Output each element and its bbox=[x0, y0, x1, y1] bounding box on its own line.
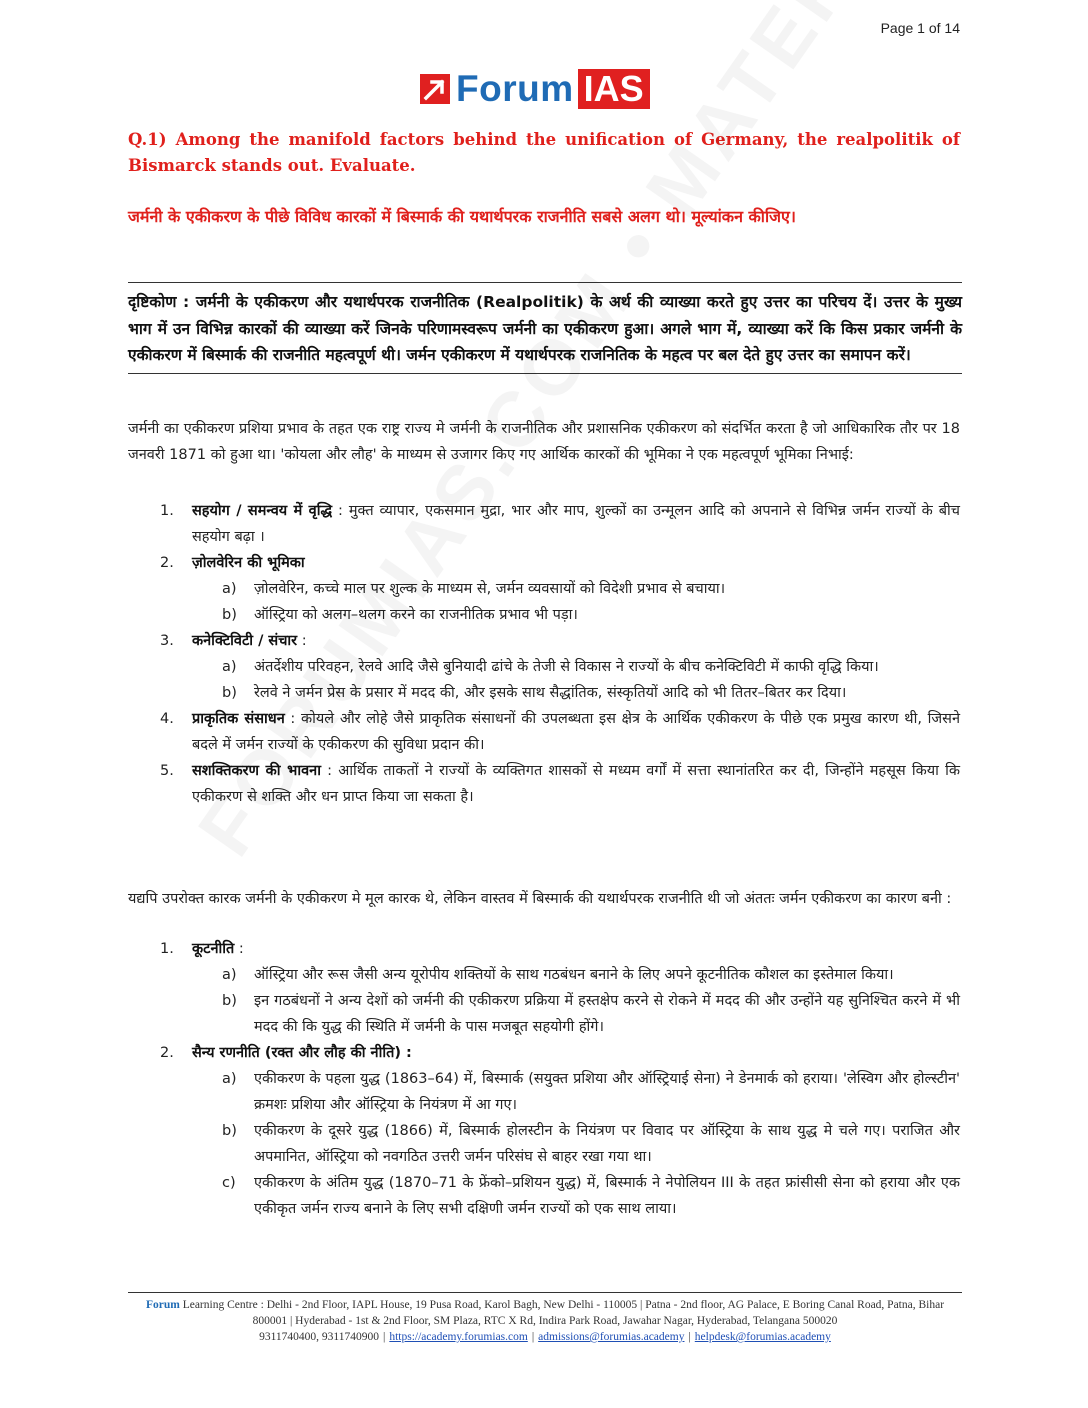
sub-item-label: a) bbox=[222, 659, 237, 675]
item-body: : आर्थिक ताकतों ने राज्यों के व्यक्तिगत शासकों से मध्यम वर्गों में सत्ता स्थानांतरित कर दी, जिन्होंने महसूस किया कि एकीकरण से शक्ति और धन प्राप्त किया जा सकता है। bbox=[192, 763, 960, 805]
sub-item bbox=[160, 1118, 960, 1170]
item-number: 5. bbox=[160, 763, 174, 779]
item-heading: प्राकृतिक संसाधन bbox=[192, 711, 285, 727]
section2-intro: यद्यपि उपरोक्त कारक जर्मनी के एकीकरण मे मूल कारक थे, लेकिन वास्तव में बिस्मार्क की यथार्थपरक राजनीति थी जो अंततः जर्मन एकीकरण का कारण बनी : bbox=[128, 891, 952, 907]
sub-item-text: ऑस्ट्रिया और रूस जैसी अन्य यूरोपीय शक्तियों के साथ गठबंधन बनाने के लिए अपने कूटनीतिक कौशल का इस्तेमाल किया। bbox=[254, 967, 894, 983]
sub-item bbox=[160, 962, 960, 988]
question-hindi: जर्मनी के एकीकरण के पीछे विविध कारकों में बिस्मार्क की यथार्थपरक राजनीति सबसे अलग थो। मूल्यांकन कीजिए। bbox=[128, 207, 796, 226]
sub-item-label: a) bbox=[222, 1071, 237, 1087]
sub-item bbox=[160, 988, 960, 1040]
logo-forum-text: Forum bbox=[456, 68, 574, 109]
item-text bbox=[192, 936, 960, 962]
item-body: : मुक्त व्यापार, एकसमान मुद्रा, भार और माप, शुल्कों का उन्मूलन आदि को अपनाने से विभिन्न जर्मन राज्यों के बीच सहयोग बढ़ा । bbox=[192, 503, 960, 545]
item-number: 1. bbox=[160, 941, 174, 957]
item-number: 4. bbox=[160, 711, 174, 727]
item-number: 1. bbox=[160, 503, 174, 519]
item-number: 2. bbox=[160, 1045, 174, 1061]
sub-item-text: ज़ोलवेरिन, कच्चे माल पर शुल्क के माध्यम से, जर्मन व्यवसायों को विदेशी प्रभाव से बचाया। bbox=[254, 581, 726, 597]
sub-item-text: एकीकरण के पहला युद्ध (1863–64) में, बिस्मार्क (सयुक्त प्रशिया और ऑस्ट्रियाई सेना) ने डेनमार्क को हराया। 'लेस्विग और होल्स्टीन' क्रमशः प्रशिया और ऑस्ट्रिया के नियंत्रण में आ गए। bbox=[254, 1071, 960, 1113]
forumias-logo bbox=[420, 68, 650, 110]
sub-item-label: b) bbox=[222, 993, 237, 1009]
sub-item-label: a) bbox=[222, 581, 237, 597]
item-heading: सैन्य रणनीति (रक्त और लौह की नीति) : bbox=[192, 1045, 412, 1061]
sub-item-text: एकीकरण के अंतिम युद्ध (1870–71 के फ्रेंको–प्रशियन युद्ध) में, बिस्मार्क ने नेपोलियन III के तहत फ्रांसीसी सेना को हराया और एक एकीकृत जर्मन राज्य बनाने के लिए सभी दक्षिणी जर्मन राज्यों को एक साथ लाया। bbox=[254, 1175, 960, 1217]
item-number: 2. bbox=[160, 555, 174, 571]
sub-item-text: एकीकरण के दूसरे युद्ध (1866) में, बिस्मार्क होलस्टीन के नियंत्रण पर विवाद पर ऑस्ट्रिया के साथ युद्ध मे चले गए। पराजित और अपमानित, ऑस्ट्रिया को नवगठित उत्तरी जर्मन परिसंघ से बाहर रखा गया था। bbox=[254, 1123, 960, 1165]
list-item bbox=[160, 628, 960, 654]
footer-address: : Delhi - 2nd Floor, IAPL House, 19 Pusa Road, Karol Bagh, New Delhi - 110005 | Patna - 2nd floor, AG Palace, E Boring Canal Road, Patna, Bihar 800001 | Hyderabad - 1st & 2nd Floor, SM Plaza, RTC X Rd, Indira Park Road, Jawahar Nagar, Hyderabad, Telangana 500020 bbox=[252, 1299, 945, 1327]
logo-ias-text: IAS bbox=[578, 69, 650, 109]
item-text bbox=[192, 1040, 960, 1066]
sub-item-label: b) bbox=[222, 1123, 237, 1139]
sub-item-text: रेलवे ने जर्मन प्रेस के प्रसार में मदद की, और इसके साथ सैद्धांतिक, संस्कृतियों आदि को भी तितर–बितर कर दिया। bbox=[254, 685, 847, 701]
list-item bbox=[160, 1040, 960, 1066]
sub-item-text: इन गठबंधनों ने अन्य देशों को जर्मनी की एकीकरण प्रक्रिया में हस्तक्षेप करने से रोकने में मदद की और उन्होंने यह सुनिश्चित करने में भी मदद की कि युद्ध की स्थिति में जर्मनी के पास मजबूत सहयोगी होंगे। bbox=[254, 993, 960, 1035]
sub-item-text: ऑस्ट्रिया को अलग–थलग करने का राजनीतिक प्रभाव भी पड़ा। bbox=[254, 607, 578, 623]
sub-item-label: b) bbox=[222, 607, 237, 623]
item-text bbox=[192, 498, 960, 550]
question-english: Q.1) Among the manifold factors behind the unification of Germany, the realpolitik of Bismarck stands out. Evaluate. bbox=[128, 130, 960, 175]
item-body: : bbox=[297, 633, 307, 649]
item-number: 3. bbox=[160, 633, 174, 649]
sub-item bbox=[160, 1170, 960, 1222]
list-item bbox=[160, 550, 960, 576]
footer: Forum Learning Centre : Delhi - 2nd Floor, IAPL House, 19 Pusa Road, Karol Bagh, New Delhi - 110005 | Patna - 2nd floor, AG Palace, E Boring Canal Road, Patna, Bihar 800001 | Hyderabad - 1st & 2nd Floor, SM Plaza, RTC X Rd, Indira Park Road, Jawahar Nagar, Hyderabad, Telangana 500020 9311740400, 9311740900 | https://academy.forumias.com | admissions@forumias.academy | helpdesk@forumias.academy bbox=[128, 1292, 962, 1345]
item-body: : कोयले और लोहे जैसे प्राकृतिक संसाधनों की उपलब्धता इस क्षेत्र के आर्थिक एकीकरण के पीछे एक प्रमुख कारण थी, जिसने बदले में जर्मन राज्यों के एकीकरण की सुविधा प्रदान की। bbox=[192, 711, 960, 753]
intro-paragraph: जर्मनी का एकीकरण प्रशिया प्रभाव के तहत एक राष्ट्र राज्य मे जर्मनी के राजनीतिक और प्रशासनिक एकीकरण को संदर्भित करता है जो आधिकारिक तौर पर 18 जनवरी 1871 को हुआ था। 'कोयला और लौह' के माध्यम से उजागर किए गए आर्थिक कारकों की भूमिका ने एक महत्वपूर्ण भूमिका निभाई: bbox=[128, 421, 960, 463]
item-text bbox=[192, 550, 960, 576]
item-body: : bbox=[234, 941, 244, 957]
academy-link[interactable]: https://academy.forumias.com bbox=[389, 1331, 528, 1343]
sub-item-text: अंतर्देशीय परिवहन, रेलवे आदि जैसे बुनियादी ढांचे के तेजी से विकास ने राज्यों के बीच कनेक्टिविटी में काफी वृद्धि किया। bbox=[254, 659, 879, 675]
sub-item-label: c) bbox=[222, 1175, 236, 1191]
item-heading: ज़ोलवेरिन की भूमिका bbox=[192, 555, 305, 571]
footer-phones: 9311740400, 9311740900 bbox=[259, 1331, 380, 1343]
item-heading: सहयोग / समन्वय में वृद्धि bbox=[192, 503, 333, 519]
list-item bbox=[160, 936, 960, 962]
list-item bbox=[160, 498, 960, 550]
footer-brand: Forum bbox=[145, 1299, 180, 1311]
approach-text: दृष्टिकोण : जर्मनी के एकीकरण और यथार्थपरक राजनीतिक (Realpolitik) के अर्थ की व्याख्या करते हुए उत्तर का परिचय दें। उत्तर के मुख्य भाग में उन विभिन्न कारकों की व्याख्या करें जिनके परिणामस्वरूप जर्मनी का एकीकरण हुआ। अगले भाग में, व्याख्या करें कि किस प्रकार जर्मनी के एकीकरण में बिस्मार्क की राजनीति महत्वपूर्ण थी। जर्मन एकीकरण में यथार्थपरक राजनितिक के महत्व पर बल देते हुए उत्तर का समापन करें। bbox=[128, 293, 962, 364]
sub-item-label: a) bbox=[222, 967, 237, 983]
page-number: Page 1 of 14 bbox=[880, 20, 960, 36]
item-heading: कनेक्टिविटी / संचार bbox=[192, 633, 298, 649]
sub-item bbox=[160, 1066, 960, 1118]
item-heading: सशक्तिकरण की भावना bbox=[192, 763, 321, 779]
arrow-icon bbox=[420, 74, 450, 104]
helpdesk-email-link[interactable]: helpdesk@forumias.academy bbox=[694, 1331, 831, 1343]
sub-item-label: b) bbox=[222, 685, 237, 701]
bismarck-list bbox=[160, 936, 960, 1222]
sub-item bbox=[160, 576, 960, 602]
sub-item bbox=[160, 602, 960, 628]
footer-brand-rest: Learning Centre bbox=[179, 1299, 258, 1311]
item-heading: कूटनीति bbox=[192, 941, 235, 957]
admissions-email-link[interactable]: admissions@forumias.academy bbox=[538, 1331, 685, 1343]
